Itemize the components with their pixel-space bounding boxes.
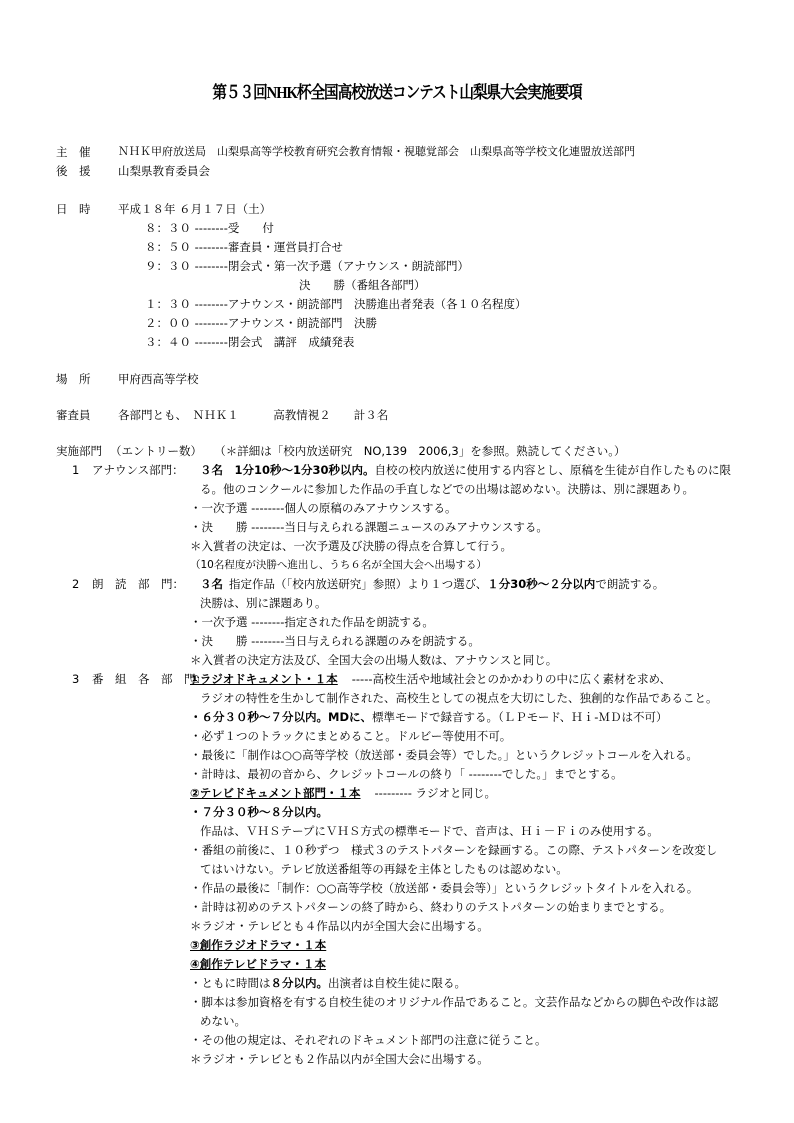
divisions-sub: （エントリー数） [110,444,202,458]
radio-drama-title: ③創作ラジオドラマ・１本 [190,938,327,952]
schedule-row [145,295,527,313]
schedule-row [145,314,377,332]
drama-l1 [190,974,466,992]
announce-item1: ・一次予選 --------個人の原稿のみアナウンスする。 [190,501,457,515]
schedule-row [145,238,343,256]
schedule-text: アナウンス・朗読部門 決勝 [227,316,378,330]
reading-name: 朗 読 部 門： [92,577,184,591]
divisions-header [56,442,626,460]
radio-doc-l5: ・最後に「制作は○○高等学校（放送部・委員会等）でした。」というクレジットコールを入れる。 [190,748,698,762]
drama-l2: ・脚本は参加資格を有する自校生徒のオリジナル作品であること。文芸作品などからの脚色や改作は認 [190,995,719,1009]
announce-note2: （10名程度が決勝へ進出し、うち６名が全国大会へ出場する） [190,559,487,571]
tv-doc-l5: ・作品の最後に「制作：○○高等学校（放送部・委員会等）」というクレジットタイトルを入れる。 [190,881,699,895]
tv-doc-l7: ＊ラジオ・テレビとも４作品以内が全国大会に出場する。 [190,919,489,933]
drama-l3: めない。 [200,1014,246,1028]
reading-line1 [200,575,664,593]
reading-num: 2 [72,577,80,591]
schedule-row [145,333,354,351]
drama-l1c: 出演者は自校生徒に限る。 [328,976,466,990]
date-value: 平成１８年 ６月１７日（土） [118,202,272,216]
reading-item1: ・一次予選 --------指定された作品を朗読する。 [190,615,434,629]
radio-doc-l3 [190,708,667,726]
schedule-time: ８：５０ [145,240,191,254]
radio-doc-bold: ・６分３０秒～７分以内。MDに、 [190,710,372,724]
schedule-dash: -------- [191,221,228,235]
support-value: 山梨県教育委員会 [118,164,210,178]
radio-doc-l4: ・必ず１つのトラックにまとめること。ドルビー等使用不可。 [190,729,512,743]
drama-l4: ・その他の規定は、それぞれのドキュメント部門の注意に従うこと。 [190,1033,547,1047]
tv-doc-bold: ・７分３０秒～８分以内。 [190,805,328,819]
venue-label: 場 所 [56,372,91,386]
tv-doc-title: ②テレビドキュメント部門・１本 [190,786,361,800]
tv-doc-rest: --------- ラジオと同じ。 [374,786,497,800]
schedule-time: １：３０ [145,297,191,311]
announce-name: アナウンス部門： [92,463,184,477]
drama-l1b: ８分以内。 [270,976,328,990]
reading-bold2: １分30秒～２分以内 [487,577,596,591]
schedule-text: アナウンス・朗読部門 決勝進出者発表（各１０名程度） [227,297,527,311]
organizer-label: 主 催 [56,145,91,159]
judges-label: 審査員 [56,408,91,422]
schedule-row [145,257,469,275]
document-title: 第５３回NHK杯全国高校放送コンテスト山梨県大会実施要項 [212,83,582,102]
schedule-dash: -------- [191,297,228,311]
announce-num: 1 [72,463,80,477]
schedule-row [299,276,426,294]
schedule-text: 閉会式 講評 成績発表 [227,335,355,349]
support-label: 後 援 [56,164,91,178]
radio-doc-title: ①ラジオドキュメント・１本 [190,672,338,686]
announce-text1: 自校の校内放送に使用する内容とし、原稿を生徒が自作したものに限 [374,463,732,477]
reading-item2: ・決 勝 --------当日与えられる課題のみを朗読する。 [190,634,480,648]
schedule-time: ９：３０ [145,259,191,273]
announce-note1: ＊入賞者の決定は、一次予選及び決勝の得点を合算して行う。 [190,539,512,553]
reading-text2: で朗読する。 [595,577,665,591]
reading-text1: 指定作品（「校内放送研究」参照）より１つ選び、 [229,577,488,591]
tv-doc-line1 [190,784,496,802]
organizer-value: ＮＨＫ甲府放送局 山梨県高等学校教育研究会教育情報・視聴覚部会 山梨県高等学校文化連盟放送部門 [118,145,635,158]
venue-value: 甲府西高等学校 [118,372,199,386]
schedule-row [145,219,274,237]
reading-bold1: ３名 [200,577,223,591]
radio-doc-line1 [190,670,671,688]
schedule-dash: -------- [191,240,228,254]
schedule-text: 閉会式・第一次予選（アナウンス・朗読部門） [227,259,470,273]
drama-l1a: ・ともに時間は [190,976,271,990]
schedule-text: 審査員・運営員打合せ [227,240,343,254]
announce-item2: ・決 勝 --------当日与えられる課題ニュースのみアナウンスする。 [190,520,548,534]
tv-drama-title: ④創作テレビドラマ・１本 [190,957,327,971]
announce-line1 [200,461,731,479]
schedule-time: ３：４０ [145,335,191,349]
radio-doc-rest: -----高校生活や地域社会とのかかわりの中に広く素材を求め、 [351,672,672,686]
schedule-dash: -------- [191,316,228,330]
reading-text3: 決勝は、別に課題あり。 [200,596,327,610]
drama-l5: ＊ラジオ・テレビとも２作品以内が全国大会に出場する。 [190,1052,489,1066]
announce-bold: ３名 1分10秒～1分30秒以内。 [200,463,375,477]
radio-doc-l3-text: 標準モードで録音する。（ＬＰモード、Ｈｉ-ＭＤは不可） [372,710,668,724]
schedule-text: 決 勝（番組各部門） [299,278,426,292]
program-name: 番 組 各 部 門： [92,672,207,686]
schedule-dash: -------- [191,335,228,349]
schedule-text: 受 付 [227,221,274,235]
announce-text2: る。他のコンクールに参加した作品の手直しなどでの出場は認めない。決勝は、別に課題あり。 [200,482,695,496]
tv-doc-l3: ・番組の前後に、１０秒ずつ 様式３のテストパターンを録画する。この際、テストパターンを改変し [190,843,718,857]
divisions-label: 実施部門 [56,444,102,458]
date-label: 日 時 [56,202,91,216]
tv-doc-l2: 作品は、ＶＨＳテープにＶＨＳ方式の標準モードで、音声は、Ｈｉ－Ｆｉのみ使用する。 [200,824,659,838]
judges-value: 各部門とも、 ＮＨＫ１ 高教情視２ 計３名 [118,408,389,422]
program-num: 3 [72,672,80,686]
divisions-note: （＊詳細は「校内放送研究 NO,139 2006,3」を参照。熟読してください。） [220,444,626,458]
radio-doc-l6: ・計時は、最初の音から、クレジットコールの終り「 --------でした。」までとする。 [190,767,623,781]
radio-doc-l2: ラジオの特性を生かして制作された、高校生としての視点を大切にした、独創的な作品であること。 [200,691,718,705]
reading-note1: ＊入賞者の決定方法及び、全国大会の出場人数は、アナウンスと同じ。 [190,653,558,667]
tv-doc-l4: てはいけない。テレビ放送番組等の再録を主体としたものは認めない。 [200,862,568,876]
schedule-dash: -------- [191,259,228,273]
schedule-time: ２：００ [145,316,191,330]
tv-doc-l6: ・計時は初めのテストパターンの終了時から、終わりのテストパターンの始まりまでとする。 [190,900,672,914]
schedule-time: ８：３０ [145,221,191,235]
